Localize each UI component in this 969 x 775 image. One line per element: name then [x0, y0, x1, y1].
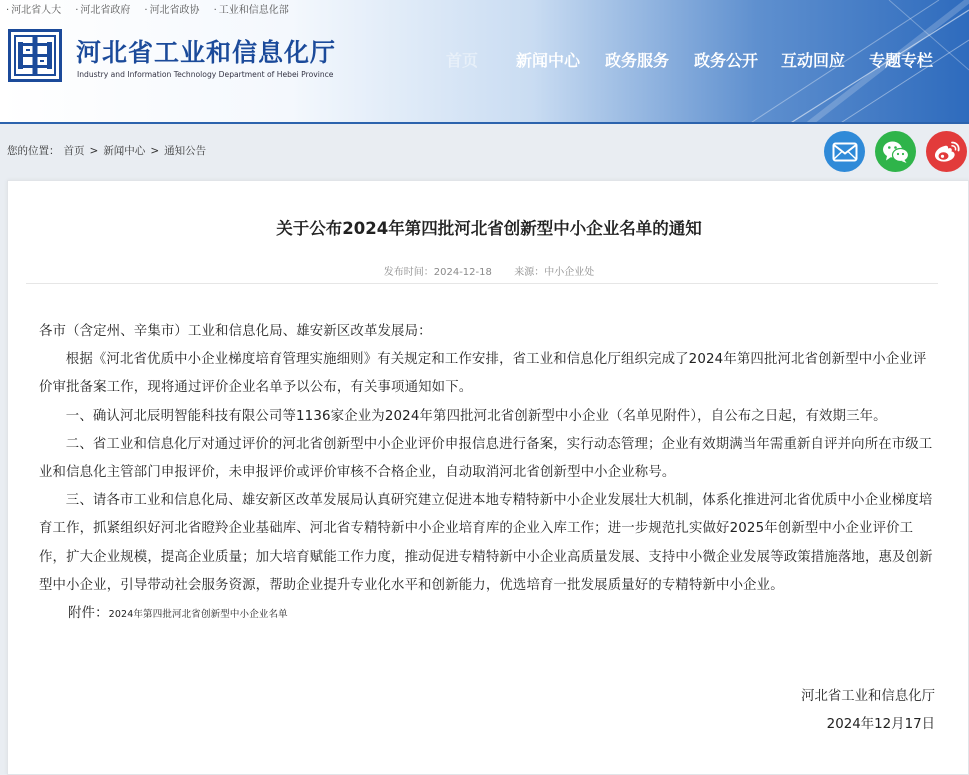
breadcrumb — [7, 143, 206, 158]
nav-government-affairs[interactable]: 政务公开 — [694, 51, 759, 70]
nav-home[interactable]: 首页 — [446, 51, 479, 70]
paragraph-item-3: 三、请各市工业和信息化局、雄安新区改革发展局认真研究建立促进本地专精特新中小企业发展壮大机制，体系化推进河北省优质中小企业梯度培育工作，抓紧组织好河北省瞪羚企业基础库、河北省专精特新中小企业培育库的企业入库工作；进一步规范扎实做好2025年创新型中小企业评价工作，扩大企业规模，提高企业质量；加大培育赋能工作力度，推动促进专精特新中小企业高质量发展、支持中小微企业发展等政策措施落地，惠及创新型中小企业，引导带动社会服务资源，帮助企业提升专业化水平和创新能力，优选培育一批发展质量好的专精特新中小企业。 — [39, 493, 933, 593]
publish-label: 发布时间： — [383, 267, 434, 278]
breadcrumb-separator: > — [150, 144, 160, 157]
top-link[interactable]: · 工业和信息化部 — [214, 1, 289, 16]
nav-government-services[interactable]: 政务服务 — [605, 51, 670, 70]
top-link[interactable]: · 河北省政协 — [144, 1, 199, 16]
breadcrumb-notices[interactable]: 通知公告 — [164, 145, 207, 157]
attachment-link[interactable]: 2024年第四批河北省创新型中小企业名单 — [108, 609, 288, 621]
source-value: 中小企业处 — [544, 267, 595, 278]
article-title: 关于公布2024年第四批河北省创新型中小企业名单的通知 — [276, 219, 702, 238]
breadcrumb-news-center[interactable]: 新闻中心 — [103, 145, 146, 157]
signature-date: 2024年12月17日 — [826, 717, 935, 732]
title-divider — [26, 283, 938, 284]
site-header — [0, 0, 969, 124]
weibo-icon — [933, 140, 961, 164]
publish-date: 2024-12-18 — [433, 267, 492, 278]
share-weibo-button[interactable] — [926, 131, 967, 172]
attachment-label: 附件： — [68, 606, 109, 622]
breadcrumb-home[interactable]: 首页 — [63, 145, 85, 157]
attachment-line — [39, 600, 939, 629]
top-link[interactable]: · 河北省人大 — [6, 1, 61, 16]
nav-interaction[interactable]: 互动回应 — [781, 51, 846, 70]
article-body — [39, 318, 939, 629]
site-subtitle: Industry and Information Technology Department of Hebei Province — [77, 70, 334, 79]
top-links — [6, 1, 289, 16]
site-title[interactable]: 河北省工业和信息化厅 — [76, 38, 337, 67]
paragraph-intro: 根据《河北省优质中小企业梯度培育管理实施细则》有关规定和工作安排，省工业和信息化厅组织完成了2024年第四批河北省创新型中小企业评价审批备案工作，现将通过评价企业名单予以公布，有关事项通知如下。 — [39, 352, 927, 396]
share-wechat-button[interactable] — [875, 131, 916, 172]
breadcrumb-separator: > — [89, 144, 99, 157]
article-meta — [8, 263, 969, 278]
wechat-icon — [882, 140, 910, 164]
salutation: 各市（含定州、辛集市）工业和信息化局、雄安新区改革发展局： — [39, 324, 432, 339]
nav-special-topics[interactable]: 专题专栏 — [869, 51, 934, 70]
mail-icon — [832, 142, 858, 162]
signature-block — [801, 683, 935, 739]
breadcrumb-label: 您的位置： — [7, 145, 60, 157]
share-mail-button[interactable] — [824, 131, 865, 172]
signature-organization: 河北省工业和信息化厅 — [801, 689, 935, 704]
top-link[interactable]: · 河北省政府 — [75, 1, 130, 16]
nav-news-center[interactable]: 新闻中心 — [516, 51, 581, 70]
article-panel — [7, 180, 969, 775]
main-nav — [0, 48, 969, 72]
paragraph-item-1: 一、确认河北辰明智能科技有限公司等1136家企业为2024年第四批河北省创新型中小企业（名单见附件），自公布之日起，有效期三年。 — [65, 408, 887, 424]
paragraph-item-2: 二、省工业和信息化厅对通过评价的河北省创新型中小企业评价申报信息进行备案，实行动态管理；企业有效期满当年需重新自评并向所在市级工业和信息化主管部门申报评价，未申报评价或评价审核不合格企业，自动取消河北省创新型中小企业称号。 — [39, 436, 933, 481]
source-label: 来源： — [514, 267, 545, 278]
